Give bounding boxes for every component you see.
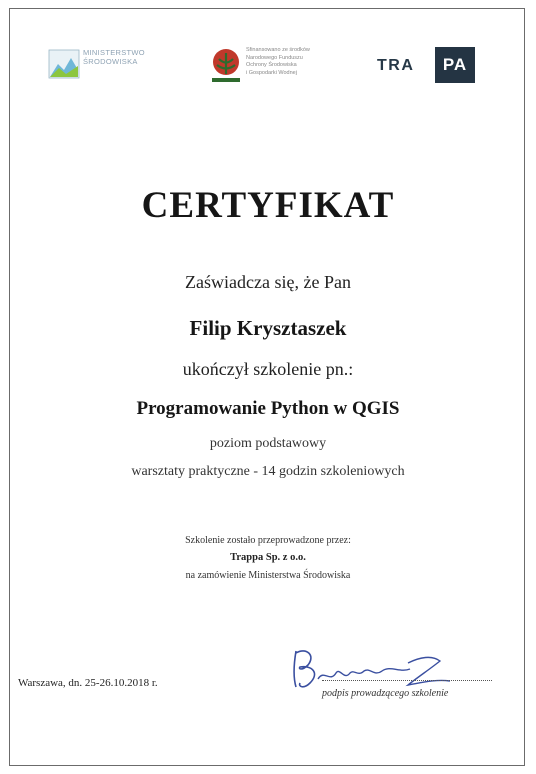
ministry-logo-line1: MINISTERSTWO — [83, 48, 145, 57]
ministry-logo-line2: ŚRODOWISKA — [83, 57, 138, 66]
certify-line: Zaświadcza się, że Pan — [185, 272, 351, 292]
trappa-logo-left: TRA — [377, 57, 415, 74]
organizer-company: Trappa Sp. z o.o. — [230, 552, 306, 563]
course-workshop: warsztaty praktyczne - 14 godzin szkoleniowych — [131, 464, 405, 479]
signature-caption: podpis prowadzącego szkolenie — [322, 688, 449, 699]
conducted-by: Szkolenie zostało przeprowadzone przez: — [185, 535, 351, 546]
ministry-logo — [48, 46, 168, 86]
trappa-logo — [377, 47, 477, 83]
signature-line — [322, 680, 492, 681]
completed-line: ukończył szkolenie pn.: — [182, 359, 354, 379]
course-level: poziom podstawowy — [209, 436, 327, 451]
fund-logo-line4: i Gospodarki Wodnej — [246, 69, 297, 76]
trappa-logo-box: PA — [435, 47, 475, 83]
fund-emblem-icon — [210, 48, 242, 84]
fund-logo-line3: Ochrony Środowiska — [246, 62, 297, 69]
fund-logo — [210, 46, 350, 90]
course-title: Programowanie Python w QGIS — [136, 398, 400, 419]
certificate-title: CERTYFIKAT — [141, 185, 395, 226]
ministry-emblem-icon — [48, 46, 80, 80]
order-line: na zamówienie Ministerstwa Środowiska — [185, 570, 351, 581]
fund-logo-line1: Sfinansowano ze środków — [246, 47, 310, 53]
fund-logo-line2: Narodowego Funduszu — [246, 54, 303, 61]
recipient-name: Filip Krysztaszek — [189, 316, 347, 340]
place-date: Warszawa, dn. 25-26.10.2018 r. — [18, 677, 158, 689]
